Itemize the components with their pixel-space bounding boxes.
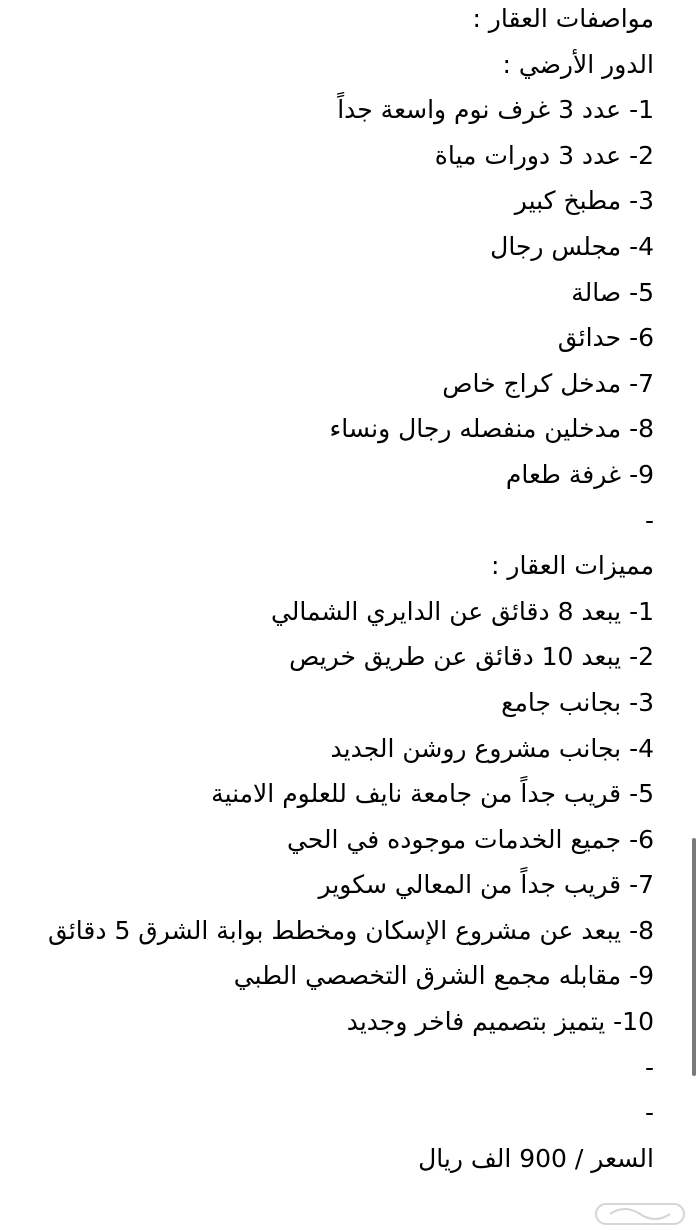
spec-item-text: مدخلين منفصله رجال ونساء [329,414,622,444]
spec-item-8 [20,406,654,452]
feature-item-7 [20,862,654,908]
feature-item-number: -8 [629,915,654,945]
feature-item-text: بجانب مشروع روشن الجديد [330,733,622,763]
feature-item-1 [20,589,654,635]
vertical-scrollbar[interactable] [692,838,696,1076]
feature-item-9 [20,953,654,999]
feature-item-text: يبعد 8 دقائق عن الدايري الشمالي [270,596,622,626]
spec-item-number: -1 [629,95,654,125]
feature-item-number: -1 [629,596,654,626]
spec-item-7 [20,361,654,407]
spec-item-text: صالة [571,277,622,307]
spec-item-number: -5 [629,277,654,307]
spec-item-text: مطبخ كبير [514,186,622,216]
spec-item-text: مدخل كراج خاص [442,368,622,398]
spec-item-number: -3 [629,186,654,216]
specs-heading: مواصفات العقار : [472,4,654,33]
feature-item-number: -3 [629,687,654,717]
spec-item-number: -7 [629,368,654,398]
feature-item-text: يتميز بتصميم فاخر وجديد [346,1007,606,1037]
spec-item-2 [20,133,654,179]
feature-item-number: -7 [629,870,654,900]
feature-item-number: -6 [629,824,654,854]
feature-item-3 [20,680,654,726]
features-heading: مميزات العقار : [491,551,654,581]
feature-item-text: يبعد عن مشروع الإسكان ومخطط بوابة الشرق 5 دقائق [47,915,622,945]
spec-item-text: حدائق [557,323,622,353]
spec-item-3 [20,178,654,224]
haraj-logo-watermark-icon [590,1196,690,1230]
feature-item-text: قريب جداً من المعالي سكوير [318,870,622,900]
spec-item-text: غرفة طعام [505,459,622,489]
spec-item-9 [20,452,654,498]
spec-item-4 [20,224,654,270]
feature-item-text: بجانب جامع [501,687,622,717]
spec-item-6 [20,315,654,361]
feature-item-text: يبعد 10 دقائق عن طريق خريص [289,642,622,672]
feature-item-2 [20,634,654,680]
spec-item-number: -9 [629,459,654,489]
feature-item-text: قريب جداً من جامعة نايف للعلوم الامنية [211,779,622,809]
spec-item-number: -6 [629,323,654,353]
feature-item-5 [20,771,654,817]
spec-item-number: -2 [629,140,654,170]
listing-description [20,0,654,1181]
section-separator: - [644,1052,654,1082]
feature-item-number: -2 [629,642,654,672]
spec-item-1 [20,87,654,133]
feature-item-4 [20,726,654,772]
feature-item-number: -5 [629,779,654,809]
feature-item-text: مقابله مجمع الشرق التخصصي الطبي [233,961,622,991]
feature-item-8 [20,908,654,954]
spec-item-text: عدد 3 غرف نوم واسعة جداً [337,95,622,125]
spec-item-text: عدد 3 دورات مياة [434,140,622,170]
feature-item-10 [20,999,654,1045]
spec-item-5 [20,270,654,316]
feature-item-number: -9 [629,961,654,991]
spec-item-number: -8 [629,414,654,444]
feature-item-text: جميع الخدمات موجوده في الحي [286,824,622,854]
feature-item-number: -10 [613,1007,654,1037]
spec-item-text: مجلس رجال [490,231,622,261]
ground-floor-heading: الدور الأرضي : [502,49,654,79]
feature-item-6 [20,817,654,863]
feature-item-number: -4 [629,733,654,763]
price-line: السعر / 900 الف ريال [418,1143,654,1173]
spec-item-number: -4 [629,231,654,261]
section-separator: - [644,1098,654,1128]
section-separator: - [644,505,654,535]
